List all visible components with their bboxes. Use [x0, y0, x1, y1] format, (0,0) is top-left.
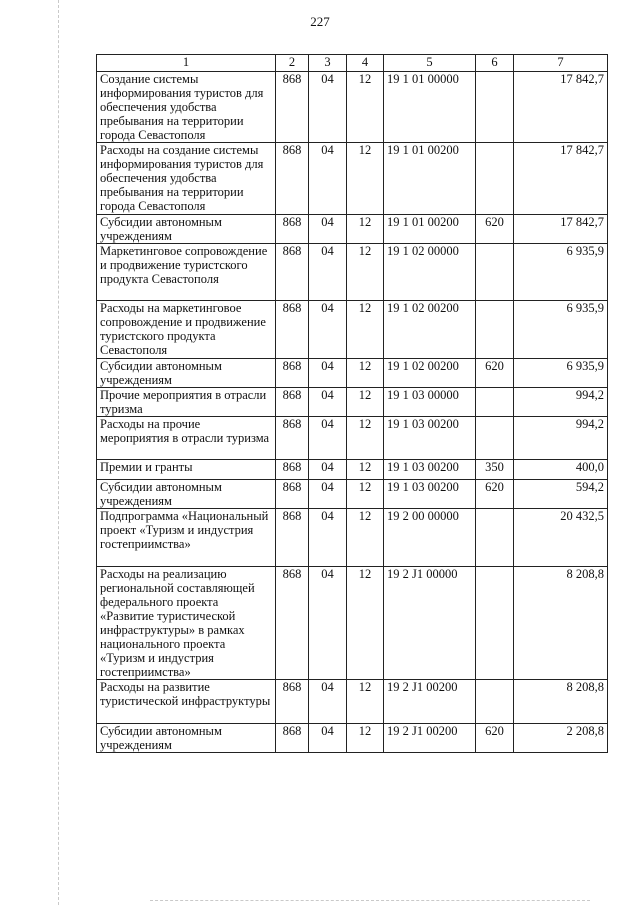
row-amount: 8 208,8: [514, 680, 608, 724]
row-name: Создание системы информирования туристов для обеспечения удобства пребывания на территории города Севастополя: [97, 72, 276, 143]
row-amount: 994,2: [514, 417, 608, 460]
row-target-code: 19 1 03 00000: [384, 388, 476, 417]
table-row: [97, 724, 608, 753]
row-amount: 6 935,9: [514, 359, 608, 388]
row-subsection: 12: [347, 215, 384, 244]
row-section: 04: [309, 417, 347, 460]
row-expense-type: [476, 143, 514, 215]
table-row: [97, 509, 608, 567]
row-expense-type: [476, 680, 514, 724]
row-expense-type: [476, 509, 514, 567]
row-target-code: 19 1 03 00200: [384, 460, 476, 480]
scan-bottom-line: [150, 900, 590, 901]
row-target-code: 19 1 01 00000: [384, 72, 476, 143]
table-row: [97, 359, 608, 388]
table-row: [97, 301, 608, 359]
row-amount: 17 842,7: [514, 143, 608, 215]
row-subsection: 12: [347, 301, 384, 359]
row-name: Расходы на создание системы информирования туристов для обеспечения удобства пребывания на территории города Севастополя: [97, 143, 276, 215]
row-name: Субсидии автономным учреждениям: [97, 215, 276, 244]
column-header: 2: [276, 55, 309, 72]
row-subsection: 12: [347, 680, 384, 724]
budget-table: [96, 54, 608, 753]
row-name: Расходы на прочие мероприятия в отрасли туризма: [97, 417, 276, 460]
row-name: Субсидии автономным учреждениям: [97, 359, 276, 388]
row-section: 04: [309, 680, 347, 724]
row-amount: 17 842,7: [514, 215, 608, 244]
row-target-code: 19 2 J1 00000: [384, 567, 476, 680]
table-row: [97, 244, 608, 301]
row-section: 04: [309, 480, 347, 509]
row-name: Премии и гранты: [97, 460, 276, 480]
row-expense-type: [476, 388, 514, 417]
row-expense-type: 620: [476, 215, 514, 244]
row-grbs: 868: [276, 480, 309, 509]
column-header: 1: [97, 55, 276, 72]
row-section: 04: [309, 460, 347, 480]
row-grbs: 868: [276, 417, 309, 460]
row-expense-type: 620: [476, 359, 514, 388]
table-row: [97, 680, 608, 724]
row-subsection: 12: [347, 724, 384, 753]
row-name: Субсидии автономным учреждениям: [97, 480, 276, 509]
row-amount: 594,2: [514, 480, 608, 509]
row-subsection: 12: [347, 460, 384, 480]
row-target-code: 19 1 02 00200: [384, 359, 476, 388]
row-subsection: 12: [347, 509, 384, 567]
row-name: Маркетинговое сопровождение и продвижение туристского продукта Севастополя: [97, 244, 276, 301]
row-section: 04: [309, 215, 347, 244]
row-expense-type: [476, 244, 514, 301]
row-subsection: 12: [347, 388, 384, 417]
row-subsection: 12: [347, 417, 384, 460]
row-grbs: 868: [276, 359, 309, 388]
row-target-code: 19 2 J1 00200: [384, 680, 476, 724]
table-row: [97, 72, 608, 143]
row-expense-type: 350: [476, 460, 514, 480]
row-name: Расходы на развитие туристической инфраструктуры: [97, 680, 276, 724]
row-grbs: 868: [276, 724, 309, 753]
column-header: 4: [347, 55, 384, 72]
column-header: 6: [476, 55, 514, 72]
row-amount: 994,2: [514, 388, 608, 417]
row-name: Субсидии автономным учреждениям: [97, 724, 276, 753]
table-row: [97, 567, 608, 680]
row-target-code: 19 1 02 00000: [384, 244, 476, 301]
table-row: [97, 417, 608, 460]
row-amount: 8 208,8: [514, 567, 608, 680]
row-section: 04: [309, 567, 347, 680]
row-grbs: 868: [276, 388, 309, 417]
scan-margin-line: [58, 0, 59, 905]
row-grbs: 868: [276, 509, 309, 567]
row-expense-type: 620: [476, 480, 514, 509]
row-expense-type: [476, 72, 514, 143]
table-header-row: [97, 55, 608, 72]
row-name: Расходы на маркетинговое сопровождение и продвижение туристского продукта Севастополя: [97, 301, 276, 359]
row-section: 04: [309, 509, 347, 567]
row-subsection: 12: [347, 480, 384, 509]
row-grbs: 868: [276, 680, 309, 724]
row-section: 04: [309, 143, 347, 215]
row-grbs: 868: [276, 143, 309, 215]
row-expense-type: [476, 301, 514, 359]
row-grbs: 868: [276, 460, 309, 480]
row-amount: 6 935,9: [514, 301, 608, 359]
table-row: [97, 480, 608, 509]
row-expense-type: 620: [476, 724, 514, 753]
row-section: 04: [309, 72, 347, 143]
row-subsection: 12: [347, 244, 384, 301]
row-name: Подпрограмма «Национальный проект «Туризм и индустрия гостеприимства»: [97, 509, 276, 567]
row-subsection: 12: [347, 359, 384, 388]
row-amount: 2 208,8: [514, 724, 608, 753]
table-row: [97, 215, 608, 244]
column-header: 3: [309, 55, 347, 72]
row-grbs: 868: [276, 215, 309, 244]
row-section: 04: [309, 359, 347, 388]
row-target-code: 19 1 03 00200: [384, 480, 476, 509]
row-section: 04: [309, 301, 347, 359]
row-section: 04: [309, 388, 347, 417]
row-subsection: 12: [347, 143, 384, 215]
row-target-code: 19 2 00 00000: [384, 509, 476, 567]
row-grbs: 868: [276, 301, 309, 359]
row-amount: 17 842,7: [514, 72, 608, 143]
table-row: [97, 143, 608, 215]
row-target-code: 19 1 03 00200: [384, 417, 476, 460]
row-section: 04: [309, 244, 347, 301]
table-row: [97, 388, 608, 417]
table-row: [97, 460, 608, 480]
row-grbs: 868: [276, 567, 309, 680]
row-subsection: 12: [347, 567, 384, 680]
row-expense-type: [476, 417, 514, 460]
row-name: Прочие мероприятия в отрасли туризма: [97, 388, 276, 417]
row-name: Расходы на реализацию региональной составляющей федерального проекта «Развитие туристической инфраструктуры» в рамках национального проекта «Туризм и индустрия гостеприимства»: [97, 567, 276, 680]
page-number: 227: [310, 14, 330, 29]
row-target-code: 19 1 01 00200: [384, 215, 476, 244]
row-amount: 6 935,9: [514, 244, 608, 301]
column-header: 7: [514, 55, 608, 72]
row-grbs: 868: [276, 72, 309, 143]
row-target-code: 19 2 J1 00200: [384, 724, 476, 753]
row-section: 04: [309, 724, 347, 753]
column-header: 5: [384, 55, 476, 72]
row-grbs: 868: [276, 244, 309, 301]
row-target-code: 19 1 02 00200: [384, 301, 476, 359]
row-amount: 400,0: [514, 460, 608, 480]
row-target-code: 19 1 01 00200: [384, 143, 476, 215]
row-expense-type: [476, 567, 514, 680]
row-amount: 20 432,5: [514, 509, 608, 567]
row-subsection: 12: [347, 72, 384, 143]
